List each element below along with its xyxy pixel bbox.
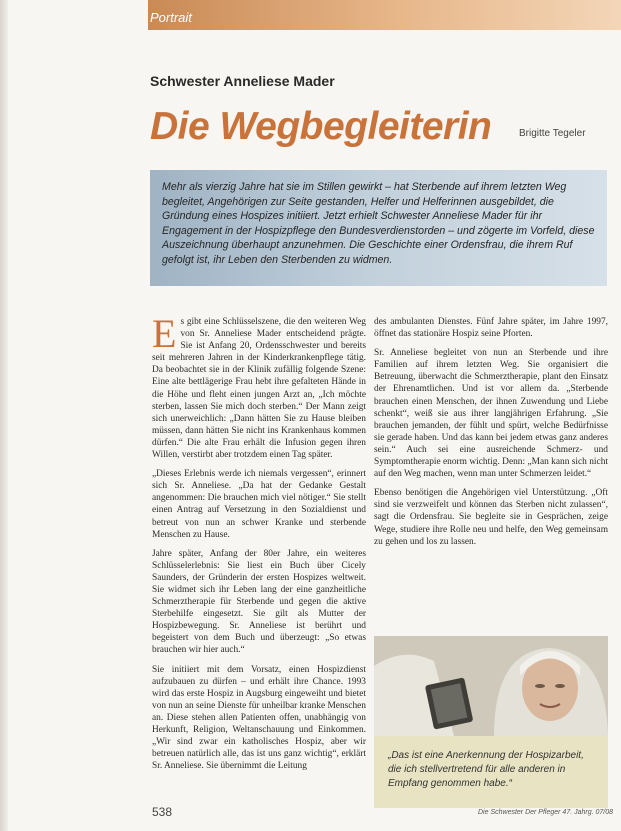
page-number: 538	[152, 805, 173, 819]
column-right	[374, 316, 608, 555]
body-paragraph: des ambulanten Dienstes. Fünf Jahre später, im Jahre 1997, öffnet das stationäre Hospiz seine Pforten.	[374, 317, 608, 340]
lead-text: Mehr als vierzig Jahre hat sie im Stillen gewirkt – hat Sterbende auf ihrem letzten Weg begleitet, Angehörigen zur Seite gestanden, Helfer und Helferinnen ausgebildet, die Gründung eines Hospizes initiiert. Jetzt erhielt Schwester Anneliese Mader für ihr Engagement in der Hospizpflege den Bundesverdienstorden – und zögerte im Vorfeld, diese Auszeichnung überhaupt anzunehmen. Die Geschichte einer Ordensfrau, die ihrem Ruf gefolgt ist, ihr Leben den Sterbenden zu widmen.	[162, 181, 595, 266]
body-paragraph: Jahre später, Anfang der 80er Jahre, ein weiteres Schlüsselerlebnis: Sie liest ein Buch über Cicely Saunders, der Gründerin der ersten Hospizes weltweit. Sie widmet sich ihr Leben lang der eine ganzheitliche Schmerztherapie für Sterbende und gegen die aktive Sterbehilfe eingesetzt. Sie gilt als Mutter der Hospizbewegung. Sr. Anneliese ist berührt und begeistert von dem Buch und überzeugt: „So etwas brauchen wir hier auch.“	[152, 548, 366, 656]
body-paragraph-text: s gibt eine Schlüsselszene, die den weiteren Weg von Sr. Anneliese Mader entscheidend prägte. Sie ist Anfang 20, Ordensschwester und bereits seit mehreren Jahren in der Kinderkrankenpflege tätig. Da beobachtet sie in der Klinik zufällig folgende Szene: Eine alte bettlägerige Frau hebt ihre gefalteten Hände in die Höhe und fleht einen jungen Arzt an, „Ich möchte sterben, lassen Sie mich doch sterben.“ Der Mann zeigt sich unerweichlich: „Dann hätten Sie zu Hause bleiben müssen, dann hätten Sie nicht ins Krankenhaus kommen dürfen.“ Die alte Frau erhält die Infusion gegen ihren Willen, verstirbt aber trotzdem einen Tag später.	[152, 317, 366, 461]
article-title: Die Wegbegleiterin	[150, 105, 492, 148]
pull-quote-box	[374, 736, 608, 808]
body-paragraph: „Dieses Erlebnis werde ich niemals vergessen“, erinnert sich Sr. Anneliese. „Da hat der Gedanke Gestalt angenommen: Die brauchen mich viel nötiger.“ Sie stellt einen Antrag auf Versetzung in den Sozialdienst und betreut von nun an schwer Kranke und sterbende Menschen zu Hause.	[152, 469, 366, 540]
page-edge	[0, 0, 8, 831]
lead-box	[150, 170, 607, 286]
drop-cap: E	[152, 311, 177, 356]
portrait-photo	[374, 636, 608, 736]
body-paragraph: Sr. Anneliese begleitet von nun an Sterbende und ihre Familien auf ihrem letzten Weg. Sie organisiert die Betreuung, überwacht die Schmerztherapie, plant den Einsatz der Ehrenamtlichen. Und ist vor allem da. „Sterbende brauchen einen Menschen, der ihnen Zuwendung und Liebe schenkt“, weiß sie aus ihrer langjährigen Erfahrung. „Sie brauchen jemanden, der fühlt und spürt, welche Bedürfnisse sie gerade haben. Und das kann bei jedem etwas ganz anderes sein.“ Auch sei eine ausreichende Schmerz- und Symptomtherapie enorm wichtig. Denn: „Man kann sich nicht auf den Weg machen, wenn man unter Schmerzen leidet.“	[374, 348, 608, 480]
body-paragraph	[152, 311, 366, 461]
article-kicker: Schwester Anneliese Mader	[150, 73, 335, 89]
article-author: Brigitte Tegeler	[519, 128, 586, 139]
photo-illustration	[374, 636, 608, 736]
body-paragraph: Sie initiiert mit dem Vorsatz, einen Hospizdienst aufzubauen zu dürfen – und erhält ihre Chance. 1993 wird das erste Hospiz in Augsburg eingeweiht und bietet von nun an seine Dienste für unheilbar kranke Menschen an. Diese stehen allen Patienten offen, unabhängig von Herkunft, Religion, Weltanschauung und Einkommen. „Wir sind zwar ein katholisches Hospiz, aber wir betreuen natürlich alle, das ist uns ganz wichtig“, erklärt Sr. Anneliese. Sie übernimmt die Leitung	[152, 664, 366, 772]
column-left	[152, 311, 366, 779]
footer-source: Die Schwester Der Pfleger 47. Jahrg. 07/08	[478, 809, 614, 816]
section-label: Portrait	[150, 10, 192, 25]
pull-quote-text: „Das ist eine Anerkennung der Hospizarbeit, die ich stellvertretend für alle anderen in Empfang genommen habe.“	[388, 750, 584, 789]
section-header-band	[148, 0, 621, 30]
body-paragraph: Ebenso benötigen die Angehörigen viel Unterstützung. „Oft sind sie verzweifelt und können das Sterben nicht zulassen“, sagt die Ordensfrau. Sie begleite sie in Gesprächen, zeige Wege, studiere ihre Rolle neu und helfe, den Weg gemeinsam zu gehen und los zu lassen.	[374, 488, 608, 547]
